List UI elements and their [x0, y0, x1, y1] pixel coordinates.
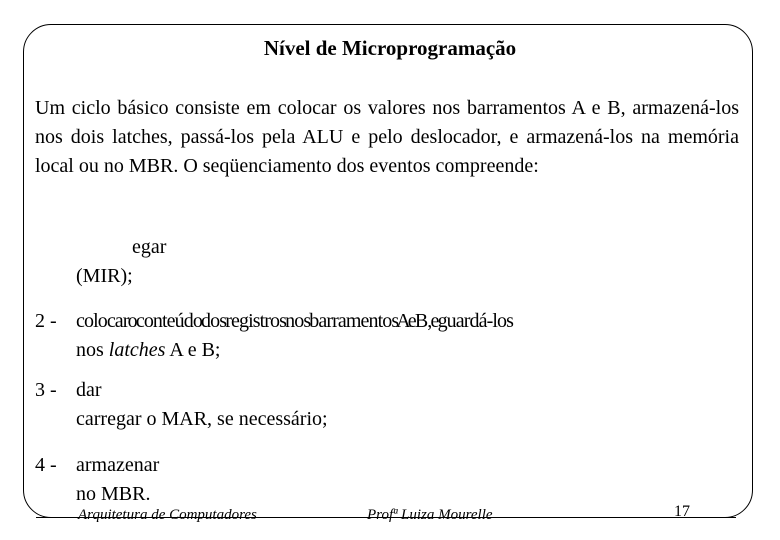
step-number: 2 - [35, 310, 57, 332]
footer-rule-left [36, 517, 76, 518]
step-3 [0, 376, 780, 436]
page-title: Nível de Microprogramação [263, 36, 517, 60]
step-2-line2 [76, 336, 220, 365]
step-2-latches: latches [108, 339, 166, 361]
footer-course: Arquitetura de Computadores [78, 507, 257, 523]
step-1-line1-end: egar [132, 236, 167, 258]
footer-author: Profª Luiza Mourelle [367, 507, 493, 523]
step-2 [0, 307, 780, 367]
step-2-line2-start: nos [76, 339, 109, 361]
step-2-line2-end: A e B; [165, 339, 221, 361]
step-4 [0, 451, 780, 511]
step-3-line2: carregar o MAR, se necessário; [76, 408, 328, 430]
step-number: 3 - [35, 379, 57, 401]
intro-paragraph [35, 94, 739, 181]
step-3-line1: dar [76, 379, 102, 401]
step-1 [0, 233, 780, 293]
step-4-line2: no MBR. [76, 483, 151, 505]
step-2-line1: colocar o conteúdo dos registros nos barramentos A e B, e guardá-los [76, 310, 513, 332]
page-number: 17 [674, 503, 690, 520]
step-number: 4 - [35, 454, 57, 476]
footer-rule-middle [510, 517, 660, 518]
intro-text: Um ciclo básico consiste em colocar os valores nos barramentos A e B, armazená-los nos dois latches, passá-los pela ALU e pelo deslocador, e armazená-los na memória local ou no MBR. O seqüenciamento dos eventos compreende: [35, 97, 739, 177]
footer-rule-right [700, 517, 736, 518]
step-4-line1: armazenar [76, 454, 160, 476]
step-1-line2: (MIR); [76, 265, 133, 287]
